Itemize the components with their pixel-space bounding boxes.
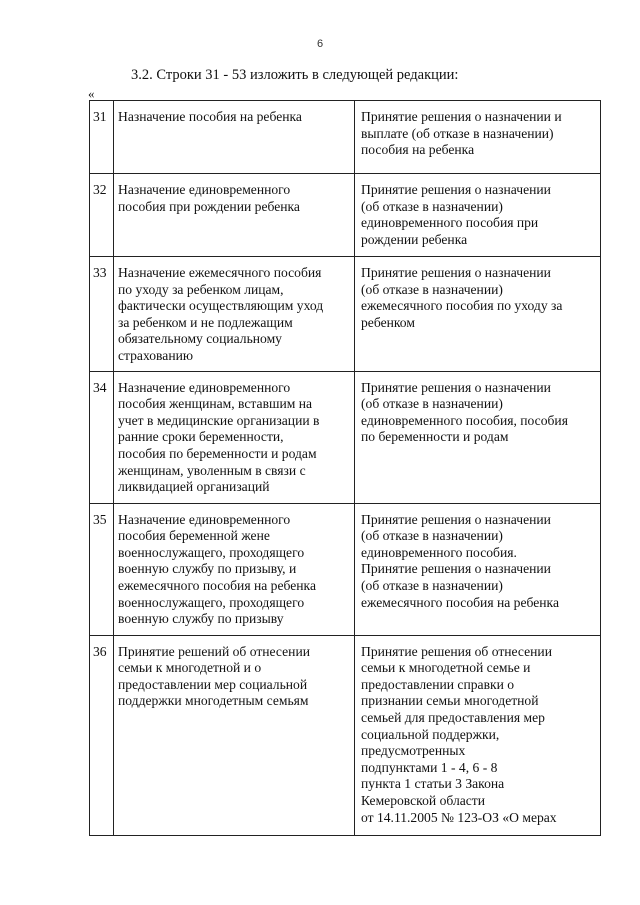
table-row: [90, 503, 601, 635]
intro-paragraph: 3.2. Строки 31 - 53 изложить в следующей редакции:: [131, 67, 459, 83]
service-name-cell: Назначение ежемесячного пособия по уходу за ребенком лицам, фактически осуществляющим уход за ребенком и не подлежащим обязательному социальному страхованию: [114, 257, 355, 372]
table-row: [90, 257, 601, 372]
service-result-cell: Принятие решения о назначении и выплате (об отказе в назначении) пособия на ребенка: [355, 101, 601, 174]
service-name-cell: Назначение единовременного пособия беременной жене военнослужащего, проходящего военную службу по призыву, и ежемесячного пособия на ребенка военнослужащего, проходящего военную службу по призыву: [114, 503, 355, 635]
table-row: [90, 101, 601, 174]
service-result-cell: Принятие решения о назначении (об отказе в назначении) единовременного пособия, пособия по беременности и родам: [355, 371, 601, 503]
opening-quote-mark: «: [88, 86, 95, 101]
row-number: 35: [90, 503, 114, 635]
row-number: 32: [90, 174, 114, 257]
row-number: 33: [90, 257, 114, 372]
service-name-cell: Назначение пособия на ребенка: [114, 101, 355, 174]
row-number: 31: [90, 101, 114, 174]
service-name-cell: Назначение единовременного пособия женщинам, вставшим на учет в медицинские организации в ранние сроки беременности, пособия по беременности и родам женщинам, уволенным в связи с ликвидацией организаций: [114, 371, 355, 503]
service-result-cell: Принятие решения о назначении (об отказе в назначении) ежемесячного пособия по уходу за ребенком: [355, 257, 601, 372]
row-number: 34: [90, 371, 114, 503]
services-table: [89, 100, 601, 836]
row-number: 36: [90, 635, 114, 835]
service-name-cell: Принятие решений об отнесении семьи к многодетной и о предоставлении мер социальной поддержки многодетным семьям: [114, 635, 355, 835]
table-row: [90, 174, 601, 257]
table-row: [90, 371, 601, 503]
service-name-cell: Назначение единовременного пособия при рождении ребенка: [114, 174, 355, 257]
service-result-cell: Принятие решения о назначении (об отказе в назначении) единовременного пособия. Принятие решения о назначении (об отказе в назначении) ежемесячного пособия на ребенка: [355, 503, 601, 635]
page-number: 6: [316, 38, 324, 50]
service-result-cell: Принятие решения об отнесении семьи к многодетной семье и предоставлении справки о признании семьи многодетной семьей для предоставления мер социальной поддержки, предусмотренных подпунктами 1 - 4, 6 - 8 пункта 1 статьи 3 Закона Кемеровской области от 14.11.2005 № 123-ОЗ «О мерах: [355, 635, 601, 835]
table-row: [90, 635, 601, 835]
service-result-cell: Принятие решения о назначении (об отказе в назначении) единовременного пособия при рождении ребенка: [355, 174, 601, 257]
